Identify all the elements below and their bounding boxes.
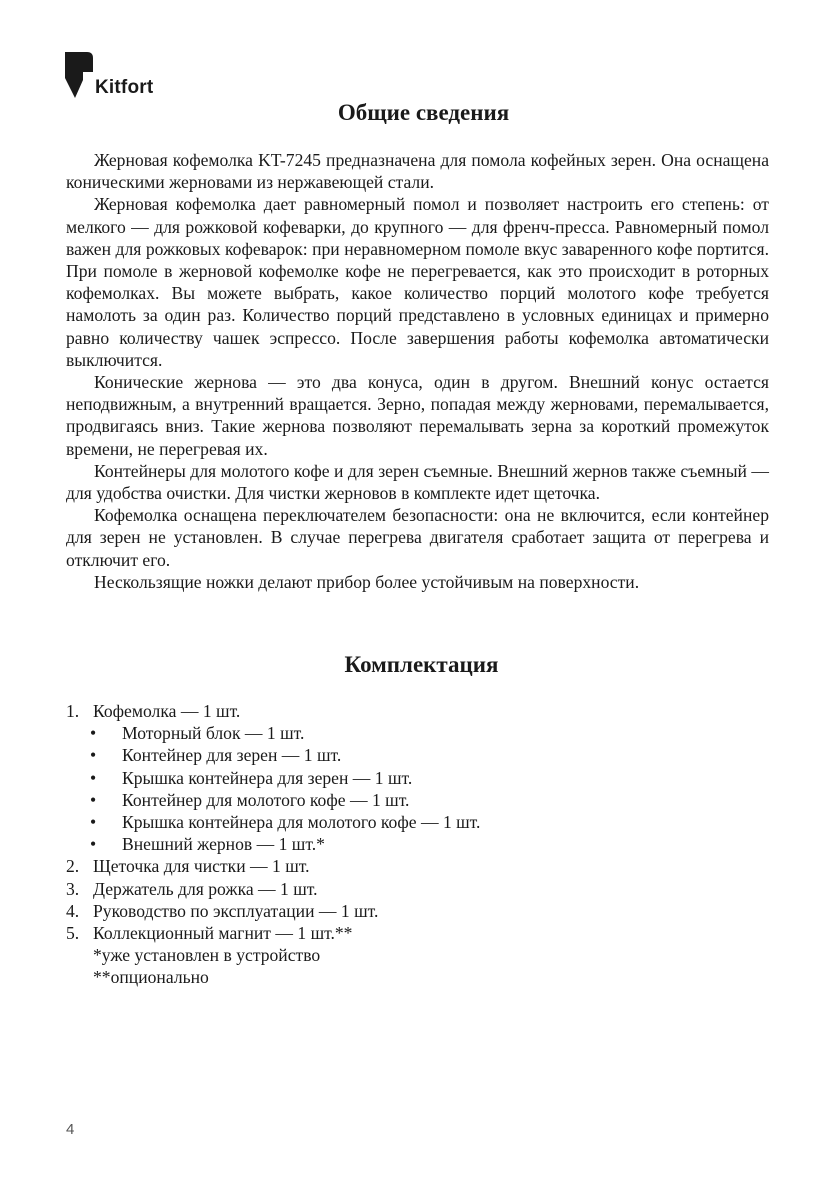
item-number: 5. — [66, 922, 80, 943]
item-text: Коллекционный магнит — 1 шт.** — [93, 922, 353, 943]
item-text: Держатель для рожка — 1 шт. — [93, 878, 318, 899]
item-text: Руководство по эксплуатации — 1 шт. — [93, 900, 379, 921]
item-number: 2. — [66, 856, 80, 877]
page-number: 4 — [66, 1121, 75, 1138]
bullet-icon: • — [90, 789, 97, 810]
brand-logo — [65, 52, 165, 102]
section-title-kit: Комплектация — [344, 652, 499, 677]
kitfort-logo-icon — [65, 52, 95, 100]
paragraph: Жерновая кофемолка KT-7245 предназначена для помола кофейных зерен. Она оснащена коническими жерновами из нержавеющей стали. — [66, 150, 769, 193]
sub-list-item — [66, 789, 769, 811]
bullet-icon: • — [90, 745, 97, 766]
paragraph: Жерновая кофемолка дает равномерный помол и позволяет настроить его степень: от мелкого — для рожковой кофеварки, до крупного — для френч-пресса. Равномерный помол важен для рожковых кофеварок: при неравномерном помоле вкус заваренного кофе портится. При помоле в жерновой кофемолке кофе не перегревается, как это происходит в роторных кофемолках. Вы можете выбрать, какое количество порций молотого кофе требуется намолоть за один раз. Количество порций представлено в условных единицах и примерно равно количеству чашек эспрессо. После завершения работы кофемолка автоматически выключится. — [66, 194, 769, 370]
section-title-general: Общие сведения — [337, 100, 510, 125]
bullet-icon: • — [90, 834, 97, 855]
sub-item-text: Крышка контейнера для зерен — 1 шт. — [122, 767, 413, 788]
list-item — [66, 878, 769, 900]
item-number: 4. — [66, 900, 80, 921]
bullet-icon: • — [90, 811, 97, 832]
list-item — [66, 900, 769, 922]
list-item — [66, 855, 769, 877]
paragraph: Нескользящие ножки делают прибор более устойчивым на поверхности. — [94, 571, 640, 592]
sub-item-text: Контейнер для молотого кофе — 1 шт. — [122, 789, 410, 810]
bullet-icon: • — [90, 767, 97, 788]
general-info-text — [66, 149, 769, 593]
sub-list-item — [66, 722, 769, 744]
sub-item-text: Контейнер для зерен — 1 шт. — [122, 745, 342, 766]
item-text: Кофемолка — 1 шт. — [93, 701, 241, 721]
footnote-text: **опционально — [93, 967, 209, 988]
item-text: Щеточка для чистки — 1 шт. — [93, 856, 310, 877]
item-number: 1. — [66, 701, 80, 721]
paragraph: Конические жернова — это два конуса, один в другом. Внешний конус остается неподвижным, а внутренний вращается. Зерно, попадая между жерновами, перемалывается, продвигаясь вниз. Такие жернова позволяют перемалывать зерна за короткий промежуток времени, не перегревая их. — [66, 372, 769, 459]
paragraph: Контейнеры для молотого кофе и для зерен съемные. Внешний жернов также съемный — для удобства очистки. Для чистки жерновов в комплекте идет щеточка. — [66, 460, 769, 504]
bullet-icon: • — [90, 723, 97, 744]
sub-list-item — [66, 744, 769, 766]
brand-name: Kitfort — [95, 77, 154, 98]
sub-list-item — [66, 811, 769, 833]
list-item — [66, 922, 769, 944]
footnote — [66, 944, 769, 966]
sub-item-text: Моторный блок — 1 шт. — [122, 723, 305, 744]
item-number: 3. — [66, 878, 80, 899]
sub-list-item — [66, 833, 769, 855]
footnote-text: *уже установлен в устройство — [93, 945, 321, 966]
sub-list-item — [66, 767, 769, 789]
list-item — [66, 700, 769, 722]
footnote — [66, 966, 769, 988]
sub-item-text: Крышка контейнера для молотого кофе — 1 шт. — [122, 811, 481, 832]
sub-item-text: Внешний жернов — 1 шт.* — [122, 834, 325, 855]
kit-list — [66, 700, 769, 988]
paragraph: Кофемолка оснащена переключателем безопасности: она не включится, если контейнер для зерен не установлен. В случае перегрева двигателя сработает защита от перегрева и отключит его. — [66, 505, 769, 570]
